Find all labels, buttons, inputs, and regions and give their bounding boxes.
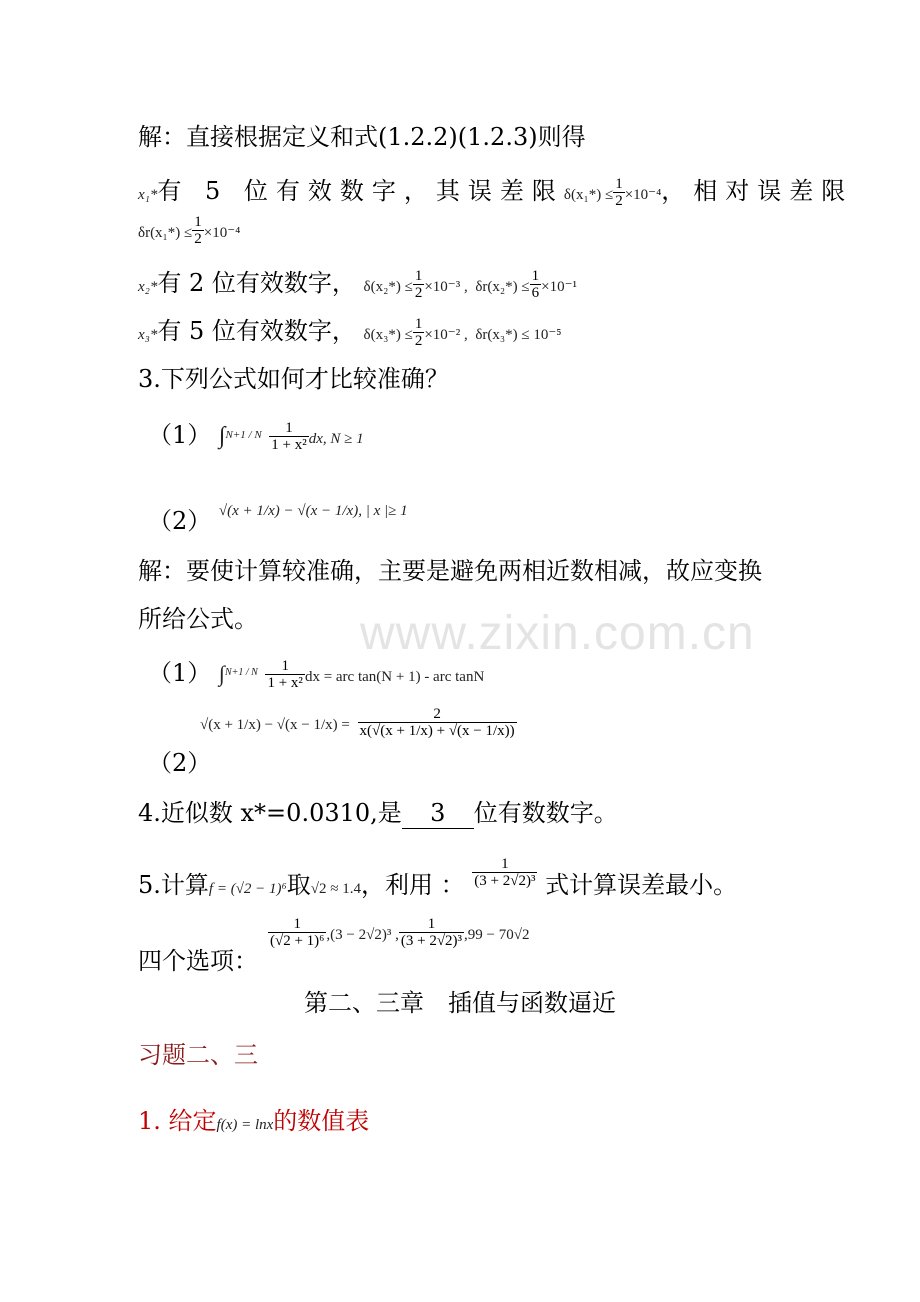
q5-formula: f = (√2 − 1)⁶ (208, 881, 287, 897)
x3-text: 有 5 位有效数字， (157, 317, 356, 345)
x3-rel: δr(x₃*) ≤ 10⁻⁵ (475, 327, 562, 343)
q3-p1-rest: dx, N ≥ 1 (308, 431, 364, 447)
integral-limits-2: N+1 / N (224, 667, 258, 678)
q3-p2-formula: √(x + 1/x) − √(x − 1/x), | x |≥ 1 (218, 503, 408, 519)
x1-err-frac: $\frac{1}{2}$ (615, 176, 623, 209)
q3-p1-label: （1） (148, 421, 212, 449)
x2-text: 有 2 位有效数字， (157, 269, 356, 297)
q3-s2-lhs: √(x + 1/x) − √(x − 1/x) = (200, 717, 350, 733)
q5-text-c: ，利用 ： (360, 871, 465, 899)
x1-text: 有 5 位有效数字，其误差限 (157, 177, 564, 205)
q5-opt2: ,(3 − 2√2)³ , (326, 927, 399, 943)
chapter-title: 第二、三章 插值与函数逼近 (304, 989, 616, 1017)
exercise-q1 (138, 1106, 369, 1140)
x3-err-exp: ×10⁻² , (424, 327, 468, 343)
q4-text-a: 4.近似数 x*=0.0310,是 (138, 799, 402, 827)
q3-part2 (148, 503, 408, 540)
exercise-q1-a: 1. 给定 (138, 1107, 217, 1135)
x1-rel: δr(x₁*) ≤ (138, 225, 193, 241)
q3-p2-label: （2） (148, 507, 212, 535)
integral-limits: N+1 / N (225, 429, 262, 441)
exercise-q1-b: 的数值表 (273, 1107, 370, 1135)
q5-text-b: 取 (286, 871, 311, 899)
watermark: www.zixin.com.cn (360, 607, 755, 660)
q5-opt3: $\frac{1}{\text{(3 + 2√2)³}}$ (400, 916, 463, 949)
q5-options-label: 四个选项： (138, 947, 258, 975)
integral-sign-2: ∫ (218, 661, 225, 686)
x2-rel-frac: $\frac{1}{6}$ (531, 268, 540, 301)
x1-line (138, 176, 853, 210)
q3-p1-frac: $\frac{1}{\text{1 + x²}}$ (271, 420, 307, 453)
q3-s2-label: （2） (148, 749, 212, 777)
x2-err-frac: $\frac{1}{2}$ (414, 268, 423, 301)
x1-err: δ(x₁*) ≤ (563, 187, 614, 203)
x1-text-b: ，相对误差限 (661, 177, 854, 205)
x2-err: δ(x₂*) ≤ (363, 279, 413, 295)
q5-text-a: 5.计算 (138, 871, 209, 899)
q3-s1-rest: dx = arc tan(N + 1) - arc tanN (304, 669, 485, 685)
integral-sign: ∫ (218, 423, 226, 449)
q4-line (138, 798, 618, 829)
x1-rel-exp: ×10⁻⁴ (203, 225, 241, 241)
q5-options-formulas (268, 916, 530, 950)
x2-line (138, 268, 577, 302)
x3-var: x₃* (138, 327, 158, 343)
q5-line (138, 856, 738, 904)
q3-part1 (148, 420, 364, 454)
x3-err: δ(x₃*) ≤ (363, 327, 413, 343)
q4-text-b: 位有数数字。 (473, 799, 618, 827)
x3-line (138, 316, 562, 350)
q3-sol-part1 (148, 658, 484, 692)
q3-s1-frac: $\frac{1}{\text{1 + x²}}$ (267, 658, 303, 691)
q3-solution-2: 所给公式。 (138, 605, 258, 633)
q3-s2-frac: $\frac{2}{x(√(x + 1/x) + √(x - 1/x))}$ (359, 706, 515, 739)
exercise-heading: 习题二、三 (138, 1041, 258, 1069)
q5-approx: √2 ≈ 1.4 (310, 881, 361, 897)
x3-err-frac: $\frac{1}{2}$ (414, 316, 423, 349)
q4-answer: 3 (402, 798, 474, 829)
q5-opt4: ,99 − 70√2 (464, 927, 530, 943)
q3-solution-1: 解：要使计算较准确，主要是避免两相近数相减，故应变换 (138, 557, 762, 585)
q3-title: 3.下列公式如何才比较准确？ (138, 365, 449, 393)
x1-var: x₁* (138, 187, 158, 203)
x1-rel-frac: $\frac{1}{2}$ (194, 214, 202, 247)
x2-rel-exp: ×10⁻¹ (541, 279, 577, 295)
x2-err-exp: ×10⁻³ , (424, 279, 468, 295)
x2-rel: δr(x₂*) ≤ (475, 279, 530, 295)
q3-s1-label: （1） (148, 659, 212, 687)
q5-answer-frac: $\frac{1}{\text{(3 + 2√2)³}}$ (474, 856, 536, 889)
q5-text-d: 式计算误差最小。 (545, 871, 738, 899)
x1-err-exp: ×10⁻⁴ (624, 187, 662, 203)
x2-var: x₂* (138, 279, 158, 295)
solution-intro: 解：直接根据定义和式(1.2.2)(1.2.3)则得 (138, 123, 586, 151)
q5-opt1: $\frac{1}{\text{(√2 + 1)⁶}}$ (270, 916, 325, 949)
exercise-q1-formula: f(x) = lnx (216, 1117, 274, 1133)
x1-rel-line (138, 214, 240, 248)
q3-sol-part2-formula (200, 706, 517, 740)
